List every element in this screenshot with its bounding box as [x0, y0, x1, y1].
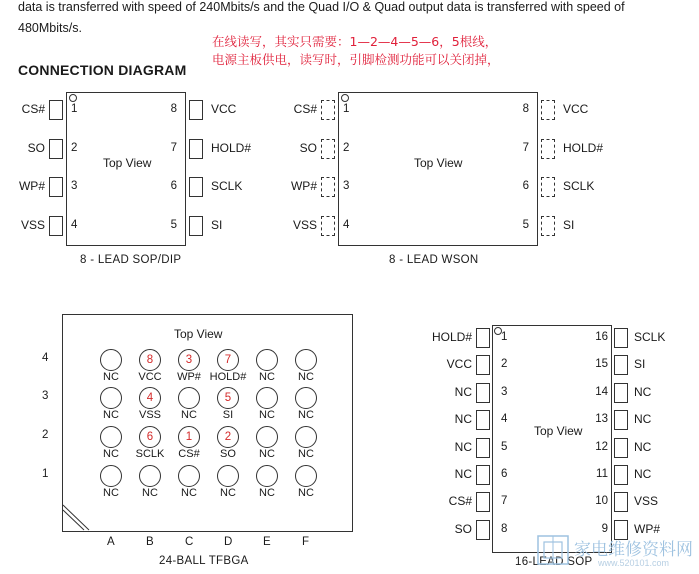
bga-ball-label: NC	[298, 487, 314, 499]
sop16-pin-label: HOLD#	[431, 330, 472, 344]
wson8-pin-label: SO	[299, 141, 317, 155]
sop16-pin-1	[476, 328, 490, 348]
bga-row-label: 2	[42, 429, 49, 441]
bga-ball-label: NC	[298, 409, 314, 421]
sop16-pin-11	[614, 465, 628, 485]
sop16-pin-number: 3	[501, 385, 508, 398]
bga-column-label: A	[107, 536, 115, 548]
sop8-pin-number: 8	[170, 103, 177, 115]
sop16-pin-3	[476, 383, 490, 403]
bga-column-label: E	[263, 536, 271, 548]
wson8-pin-6	[541, 177, 555, 197]
sop16-pin-label: SO	[454, 521, 472, 536]
sop16-pin-number: 7	[501, 495, 508, 508]
bga-ball-label: NC	[298, 371, 314, 383]
wson8-pin-3	[321, 177, 335, 197]
sop16-pin-number: 6	[501, 468, 508, 480]
wson8-pin-2	[321, 139, 335, 159]
bga-ball-E4	[256, 349, 278, 371]
sop16-pin-label: CS#	[448, 494, 472, 509]
bga-ball-label: NC	[259, 409, 275, 421]
bga-ball-C4: 3	[178, 349, 200, 371]
sop16-pin-label: NC	[454, 439, 472, 454]
watermark-url: www.520101.com	[598, 558, 670, 568]
sop8-pin-label: SCLK	[211, 179, 243, 193]
wson8-pin-number: 3	[343, 180, 350, 192]
sop16-pin-number: 11	[596, 468, 608, 480]
sop16-pin-number: 2	[501, 358, 508, 371]
bga-ball-C2: 1	[178, 426, 200, 448]
sop16-package-body	[492, 325, 612, 553]
sop16-pin-13	[614, 410, 628, 430]
sop8-pin-number: 5	[170, 219, 177, 231]
bga-ball-D3: 5	[217, 387, 239, 409]
sop8-pin-label: SI	[211, 218, 223, 232]
bga-ball-label: NC	[298, 448, 314, 460]
bga-ball-D1	[217, 465, 239, 487]
sop16-top-view-label: Top View	[534, 424, 583, 438]
bga-ball-C3	[178, 387, 200, 409]
bga-column-label: F	[302, 536, 310, 548]
watermark-text: 家电维修资料网	[574, 540, 693, 560]
wson8-pin-number: 4	[343, 219, 350, 231]
wson8-pin-label: SCLK	[563, 179, 595, 193]
bga-ball-label: NC	[103, 409, 119, 421]
red-annotation	[212, 33, 552, 69]
sop16-pin-label: NC	[454, 412, 472, 427]
sop16-pin-14	[614, 383, 628, 403]
sop16-pin-number: 4	[501, 413, 508, 426]
sop16-pin-label: NC	[634, 439, 652, 454]
sop8-pin-number: 3	[71, 180, 78, 192]
bga-ball-label: SCLK	[135, 448, 165, 460]
sop8-pin-label: CS#	[21, 102, 45, 116]
sop16-pin-12	[614, 438, 628, 458]
bga-ball-F1	[295, 465, 317, 487]
wson8-pin-1	[321, 100, 335, 120]
wson8-pin-label: VSS	[292, 218, 317, 232]
sop8-pin-label: VSS	[20, 218, 45, 232]
bga-ball-label: NC	[220, 487, 236, 499]
sop16-pin-label: NC	[634, 384, 652, 399]
bga-ball-D4: 7	[217, 349, 239, 371]
sop16-pin-label: WP#	[634, 521, 661, 536]
bga-ball-A1	[100, 465, 122, 487]
sop8-pin-1	[49, 100, 63, 120]
sop16-pin-number: 9	[601, 522, 608, 535]
bga-ball-E3	[256, 387, 278, 409]
sop16-pin-10	[614, 492, 628, 512]
bga-ball-B4: 8	[139, 349, 161, 371]
sop16-pin-2	[476, 355, 490, 375]
sop8-pin-label: HOLD#	[211, 141, 252, 155]
wson8-pin-4	[321, 216, 335, 236]
sop8-pin-number: 7	[170, 142, 177, 154]
bga-ball-A4	[100, 349, 122, 371]
bga-ball-label: NC	[142, 487, 158, 499]
bga-ball-label: NC	[103, 487, 119, 499]
bga-ball-F3	[295, 387, 317, 409]
bga-row-label: 3	[42, 390, 49, 402]
wson8-pin-number: 6	[522, 180, 529, 192]
bga-ball-label: NC	[259, 371, 275, 383]
wson8-pin-label: HOLD#	[563, 141, 604, 155]
sop8-pin-5	[189, 216, 203, 236]
bga-ball-label: SI	[222, 409, 234, 421]
wson8-caption: 8 - LEAD WSON	[389, 254, 479, 266]
sop8-pin-4	[49, 216, 63, 236]
bga-ball-label: VSS	[138, 409, 161, 421]
sop8-caption: 8 - LEAD SOP/DIP	[80, 254, 182, 266]
sop8-top-view-label: Top View	[103, 156, 152, 170]
wson8-pin-number: 1	[343, 103, 350, 115]
bga-ball-D2: 2	[217, 426, 239, 448]
bga-corner-mark	[62, 504, 90, 531]
sop16-pin-15	[614, 355, 628, 375]
sop16-pin-6	[476, 465, 490, 485]
bga-column-label: B	[146, 536, 154, 548]
sop16-pin-number: 15	[595, 358, 608, 371]
wson8-pin-number: 8	[522, 103, 529, 115]
sop8-pin-label: SO	[27, 141, 45, 155]
sop16-pin-label: NC	[454, 467, 472, 481]
wson8-pin-7	[541, 139, 555, 159]
bga-ball-E2	[256, 426, 278, 448]
sop16-pin-number: 12	[595, 440, 608, 453]
bga-row-label: 4	[42, 352, 49, 364]
bga-ball-label: VCC	[138, 371, 162, 383]
bga-ball-A3	[100, 387, 122, 409]
wson8-pin-label: CS#	[293, 102, 317, 116]
wson8-pin-label: VCC	[563, 102, 589, 116]
sop16-pin-5	[476, 438, 490, 458]
sop16-pin-label: SCLK	[634, 330, 666, 344]
bga-ball-E1	[256, 465, 278, 487]
sop8-pin-number: 4	[71, 219, 78, 231]
wson8-pin-label: SI	[563, 218, 575, 232]
sop16-pin-number: 5	[501, 440, 508, 453]
annotation-line-2: 电源主板供电，读写时，引脚检测功能可以关闭掉，	[212, 52, 500, 67]
bga-ball-A2	[100, 426, 122, 448]
bga-ball-label: NC	[103, 371, 119, 383]
bga-ball-label: WP#	[177, 371, 201, 383]
bga-column-label: C	[185, 536, 194, 548]
sop16-pin-label: NC	[634, 412, 652, 427]
sop16-pin-number: 8	[501, 522, 508, 535]
sop16-pin-label: NC	[634, 467, 652, 481]
bga-ball-label: NC	[259, 487, 275, 499]
bga-ball-label: CS#	[178, 448, 200, 460]
sop16-pin-8	[476, 520, 490, 540]
bga-ball-label: SO	[220, 448, 236, 460]
bga-package-body	[62, 314, 353, 532]
bga-top-view-label: Top View	[174, 327, 223, 341]
sop8-pin-7	[189, 139, 203, 159]
sop16-pin-label: VCC	[446, 357, 472, 372]
wson8-pin1-notch	[341, 94, 349, 102]
sop8-pin-number: 1	[71, 103, 78, 115]
sop16-pin-label: NC	[454, 384, 472, 399]
bga-column-label: D	[224, 536, 233, 548]
wson8-pin-8	[541, 100, 555, 120]
sop16-pin-16	[614, 328, 628, 348]
sop16-pin-number: 16	[595, 331, 608, 343]
intro-line-2: 480Mbits/s.	[18, 21, 82, 35]
watermark-logo-icon	[536, 534, 570, 566]
bga-ball-F2	[295, 426, 317, 448]
bga-ball-F4	[295, 349, 317, 371]
section-heading: CONNECTION DIAGRAM	[18, 62, 187, 78]
sop8-pin-label: WP#	[18, 179, 45, 193]
bga-ball-B2: 6	[139, 426, 161, 448]
bga-ball-B3: 4	[139, 387, 161, 409]
sop16-pin-number: 1	[501, 331, 508, 343]
bga-ball-label: HOLD#	[209, 371, 247, 383]
sop8-pin-2	[49, 139, 63, 159]
sop16-pin-number: 13	[595, 413, 608, 426]
wson8-top-view-label: Top View	[414, 156, 463, 170]
intro-line-1: data is transferred with speed of 240Mbits/s and the Quad I/O & Quad output data is transferred with speed of	[18, 0, 625, 14]
wson8-pin-number: 5	[522, 219, 529, 231]
wson8-pin-number: 2	[343, 142, 350, 154]
sop16-pin-label: SI	[634, 357, 646, 372]
annotation-line-1: 在线读写，其实只需要：1—2—4—5—6，5根线，	[212, 34, 498, 49]
sop16-pin-number: 10	[595, 495, 608, 508]
bga-ball-label: NC	[181, 487, 197, 499]
wson8-pin-number: 7	[522, 142, 529, 154]
wson8-pin-label: WP#	[290, 179, 317, 193]
bga-caption: 24-BALL TFBGA	[159, 555, 249, 567]
bga-ball-label: NC	[103, 448, 119, 460]
bga-ball-label: NC	[181, 409, 197, 421]
sop8-pin1-notch	[69, 94, 77, 102]
sop16-pin-7	[476, 492, 490, 512]
bga-ball-label: NC	[259, 448, 275, 460]
sop8-pin-3	[49, 177, 63, 197]
sop16-pin-4	[476, 410, 490, 430]
sop8-pin-6	[189, 177, 203, 197]
bga-row-label: 1	[42, 468, 49, 480]
site-watermark	[536, 532, 696, 572]
bga-ball-C1	[178, 465, 200, 487]
sop8-pin-number: 6	[170, 180, 177, 192]
sop8-pin-number: 2	[71, 142, 78, 154]
sop8-pin-label: VCC	[211, 102, 237, 116]
wson8-pin-5	[541, 216, 555, 236]
sop16-pin-number: 14	[595, 385, 608, 398]
sop16-pin-label: VSS	[634, 494, 659, 509]
sop8-pin-8	[189, 100, 203, 120]
sop16-caption: 16-LEAD SOP	[515, 556, 593, 568]
bga-ball-B1	[139, 465, 161, 487]
